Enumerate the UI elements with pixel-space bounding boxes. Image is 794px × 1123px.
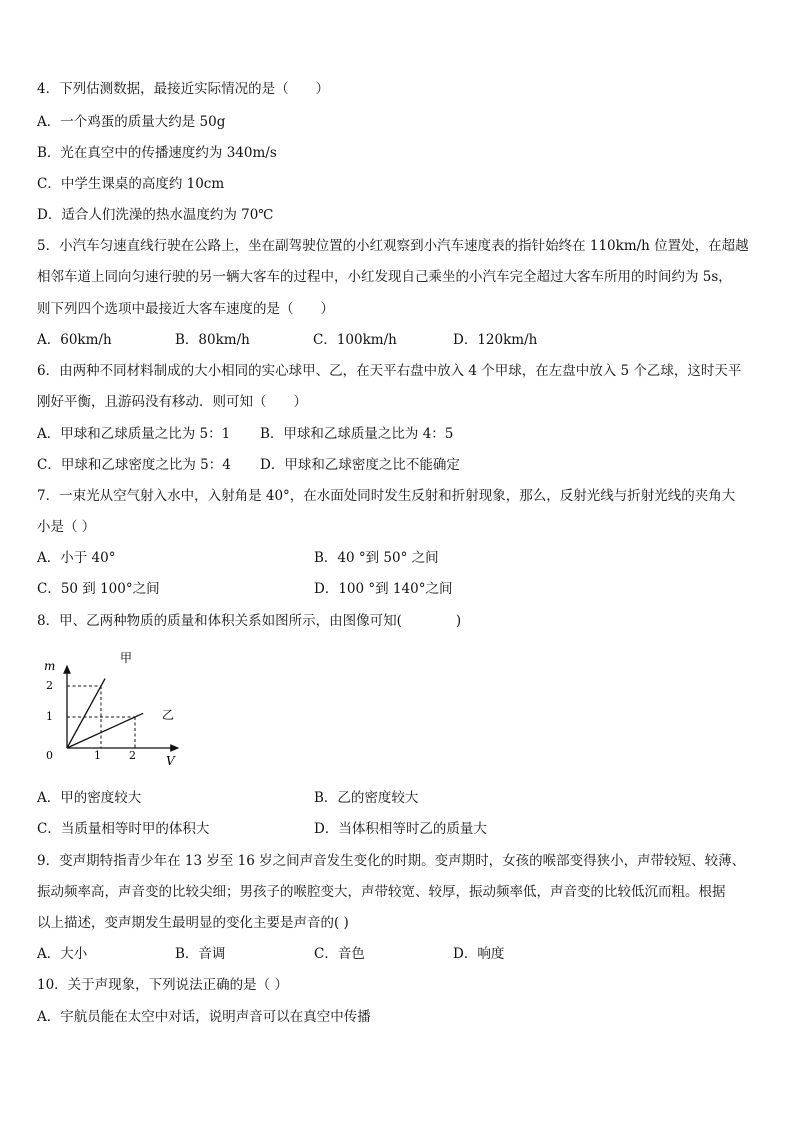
y-tick-1: 1 [46, 710, 53, 723]
q4-stem: 4．下列估测数据，最接近实际情况的是（ ） [37, 81, 330, 97]
q6-option-d: D．甲球和乙球密度之比不能确定 [260, 457, 460, 473]
q6-option-c: C．甲球和乙球密度之比为 5：4 [37, 457, 231, 473]
mass-volume-graph [36, 650, 196, 770]
q5-option-c: C．100km/h [313, 332, 397, 348]
series-jia-label: 甲 [120, 651, 133, 665]
q5-stem-line1: 5．小汽车匀速直线行驶在公路上，坐在副驾驶位置的小红观察到小汽车速度表的指针始终在 110km/h 位置处，在超越 [37, 238, 749, 254]
series-line-1 [67, 713, 143, 748]
x-tick-1: 1 [94, 749, 101, 762]
q9-stem-line2: 振动频率高，声音变的比较尖细；男孩子的喉腔变大，声带较宽、较厚，振动频率低，声音变的比较低沉而粗。根据 [37, 884, 726, 900]
q9-option-a: A．大小 [37, 946, 88, 962]
q9-option-d: D．响度 [453, 946, 505, 962]
q8-stem: 8．甲、乙两种物质的质量和体积关系如图所示，由图像可知( ) [37, 613, 462, 629]
origin-label: 0 [46, 749, 53, 762]
q9-stem-line3: 以上描述，变声期发生最明显的变化主要是声音的( ) [37, 915, 349, 931]
q5-option-d: D．120km/h [453, 332, 538, 348]
q5-stem-line2: 相邻车道上同向匀速行驶的另一辆大客车的过程中，小红发现自己乘坐的小汽车完全超过大客车所用的时间约为 5s， [37, 269, 732, 285]
series-yi-label: 乙 [162, 708, 175, 722]
q5-stem-line3: 则下列四个选项中最接近大客车速度的是（ ） [37, 301, 334, 317]
q9-option-c: C．音色 [314, 946, 365, 962]
q7-option-d: D．100 °到 140°之间 [314, 581, 453, 597]
q7-stem-line1: 7．一束光从空气射入水中，入射角是 40°，在水面处同时发生反射和折射现象，那么，反射光线与折射光线的夹角大 [37, 488, 736, 504]
q8-option-b: B．乙的密度较大 [314, 790, 419, 806]
q10-option-a: A．宇航员能在太空中对话，说明声音可以在真空中传播 [37, 1009, 371, 1025]
q6-option-b: B．甲球和乙球质量之比为 4：5 [260, 426, 454, 442]
y-tick-2: 2 [46, 679, 53, 692]
q8-option-c: C．当质量相等时甲的体积大 [37, 821, 210, 837]
q8-option-a: A．甲的密度较大 [37, 790, 142, 806]
q4-option-a: A．一个鸡蛋的质量大约是 50g [37, 114, 226, 130]
q6-stem-line2: 刚好平衡，且游码没有移动．则可知（ ） [37, 394, 307, 410]
q4-option-b: B．光在真空中的传播速度约为 340m/s [37, 145, 277, 161]
q10-stem: 10．关于声现象，下列说法正确的是（ ） [37, 977, 288, 993]
q7-option-b: B．40 °到 50° 之间 [314, 550, 439, 566]
series-line-0 [67, 679, 105, 748]
q6-option-a: A．甲球和乙球质量之比为 5：1 [37, 426, 231, 442]
q4-option-d: D．适合人们洗澡的热水温度约为 70℃ [37, 207, 274, 223]
y-axis-label: m [44, 659, 56, 673]
x-axis-label: V [166, 754, 175, 768]
q9-stem-line1: 9．变声期特指青少年在 13 岁至 16 岁之间声音发生变化的时期。变声期时，女孩的喉部变得狭小，声带较短、较薄、 [37, 853, 746, 869]
q5-option-b: B．80km/h [175, 332, 250, 348]
x-tick-2: 2 [129, 749, 136, 762]
q6-stem-line1: 6．由两种不同材料制成的大小相同的实心球甲、乙，在天平右盘中放入 4 个甲球，在左盘中放入 5 个乙球，这时天平 [37, 363, 742, 379]
q9-option-b: B．音调 [175, 946, 226, 962]
q7-option-a: A．小于 40° [37, 550, 116, 566]
q8-option-d: D．当体积相等时乙的质量大 [314, 821, 487, 837]
q5-option-a: A．60km/h [37, 332, 112, 348]
q7-option-c: C．50 到 100°之间 [37, 581, 160, 597]
q4-option-c: C．中学生课桌的高度约 10cm [37, 176, 225, 192]
q7-stem-line2: 小是（ ） [37, 519, 96, 535]
